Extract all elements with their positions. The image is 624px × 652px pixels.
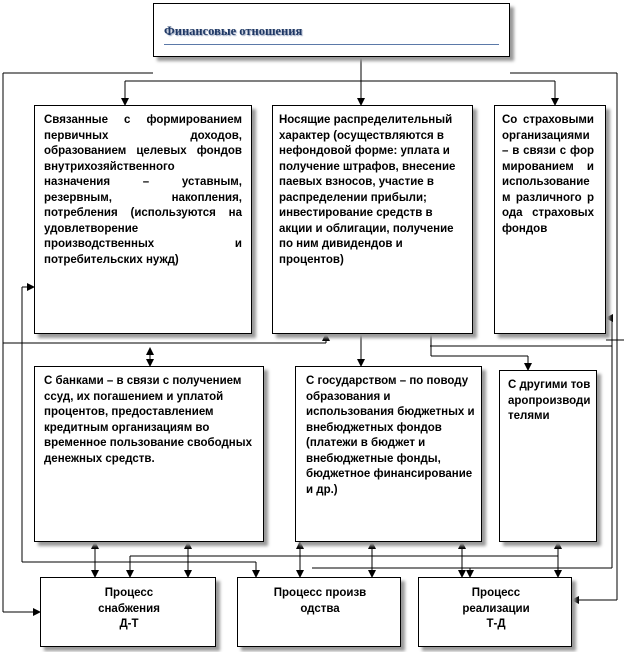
supply-process-box <box>40 577 216 647</box>
title-box <box>153 3 510 57</box>
distribution-box <box>272 105 473 334</box>
sales-process-text: Процесс реализации Т-Д <box>462 587 530 630</box>
producers-text: С другими товаропроизводителями <box>508 379 591 422</box>
sales-process-box <box>418 577 572 647</box>
banks-box <box>34 366 264 542</box>
distribution-text: Носящие распределительный характер (осуществляются в нефондовой форме: уплата и получение штрафов, внесение паевых взносов, участие в распределении прибыли; инвестирование средств в акции и облигации, получение по ним дивидендов и процентов) <box>279 114 456 266</box>
production-process-text: Процесс производства <box>273 587 367 615</box>
production-process-box <box>237 577 401 647</box>
banks-text: С банками – в связи с получением ссуд, их погашением и уплатой процентов, предоставлением кредитным организациям во временное пользование свободных денежных средств. <box>44 375 252 465</box>
diagram-title: Финансовые отношения <box>164 24 303 38</box>
primary-income-box <box>34 105 252 334</box>
title-underline <box>164 44 499 45</box>
state-text: С государством – по поводу образования и использования бюджетных и внебюджетных фондов (платежи в бюджет и внебюджетные фонды, бюджетное финансирование и др.) <box>306 375 475 496</box>
insurance-box <box>494 105 606 334</box>
insurance-text: Со страховыми организациями – в связи с формированием и использованием различного рода страховых фондов <box>502 114 594 235</box>
primary-income-text: Связанные с формированием первичных доходов, образованием целевых фондов внутрихозяйственного назначения – уставным, резервным, накопления, потребления (используются на удовлетворение производственных и потребительских нужд) <box>44 114 242 266</box>
supply-process-text: Процесс снабжения Д-Т <box>98 587 160 630</box>
producers-box <box>499 370 597 542</box>
state-box <box>295 366 482 542</box>
